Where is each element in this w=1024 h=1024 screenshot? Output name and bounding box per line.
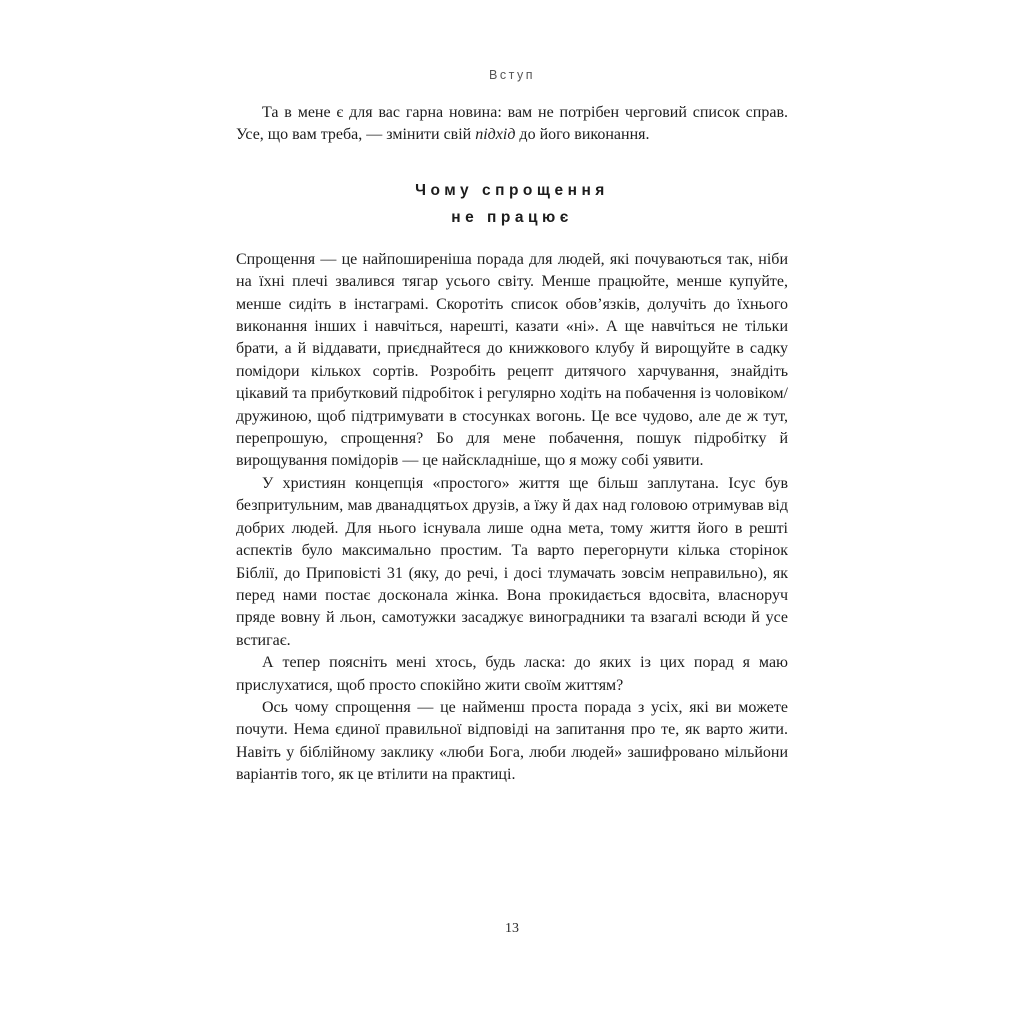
body-paragraph: Ось чому спрощення — це найменш проста порада з усіх, які ви можете почути. Нема єдиної правильної відповіді на запитання про те, як варто жити. Навіть у біблійному заклику «люби Бога, люби людей» зашифровано мільйони варіантів того, як це втілити на практиці. bbox=[236, 698, 788, 784]
section-heading-line-1: Чому спрощення bbox=[415, 181, 609, 199]
body-paragraph: Спрощення — це найпоширеніша порада для людей, які почуваються так, ніби на їхні плечі звалився тягар усього світу. Менше працюйте, менше купуйте, менше сидіть в інстаграмі. Скоротіть список обов’язків, долучіть до їхнього виконання інших і навчіться, нарешті, казати «ні». А ще навчіться не тільки брати, а й віддавати, приєднайтеся до книжкового клубу й вирощуйте в садку помідори кількох сортів. Розробіть рецепт дитячого харчування, знайдіть цікавий та прибутковий підробіток і регулярно ходіть на побачення із чоловіком/дружиною, щоб підтримувати в стосунках вогонь. Це все чудово, але де ж тут, перепрошую, спрощення? Бо для мене побачення, пошук підробітку й вирощування помідорів — це найскладніше, що я можу собі уявити. bbox=[236, 250, 788, 470]
running-head: Вступ bbox=[489, 68, 535, 82]
body-paragraph: У християн концепція «простого» життя ще більш заплутана. Ісус був безпритульним, мав дванадцятьох друзів, а їжу й дах над головою отримував від добрих людей. Для нього існувала лише одна мета, тому життя його в решті аспектів було максимально простим. Та варто перегорнути кілька сторінок Біблії, до Приповісті 31 (яку, до речі, і досі тлумачать зовсім неправильно), як перед нами постає досконала жінка. Вона прокидається вдосвіта, власноруч пряде вовну й льон, самотужки засаджує виноградники та взагалі всюди й усе встигає. bbox=[236, 474, 788, 649]
section-heading-line-2: не працює bbox=[451, 208, 573, 226]
text-block bbox=[236, 102, 788, 787]
intro-paragraph bbox=[236, 102, 788, 147]
section-heading bbox=[236, 177, 788, 231]
intro-text-before: Та в мене є для вас гарна новина: вам не потрібен черговий список справ. Усе, що вам треба, — змінити свій bbox=[236, 104, 788, 144]
intro-italic-word: підхід bbox=[475, 126, 516, 144]
intro-text-after: до його виконання. bbox=[515, 126, 650, 144]
page-number: 13 bbox=[505, 921, 519, 936]
body-paragraph: А тепер поясніть мені хтось, будь ласка: до яких із цих порад я маю прислухатися, щоб просто спокійно жити своїм життям? bbox=[236, 654, 788, 694]
